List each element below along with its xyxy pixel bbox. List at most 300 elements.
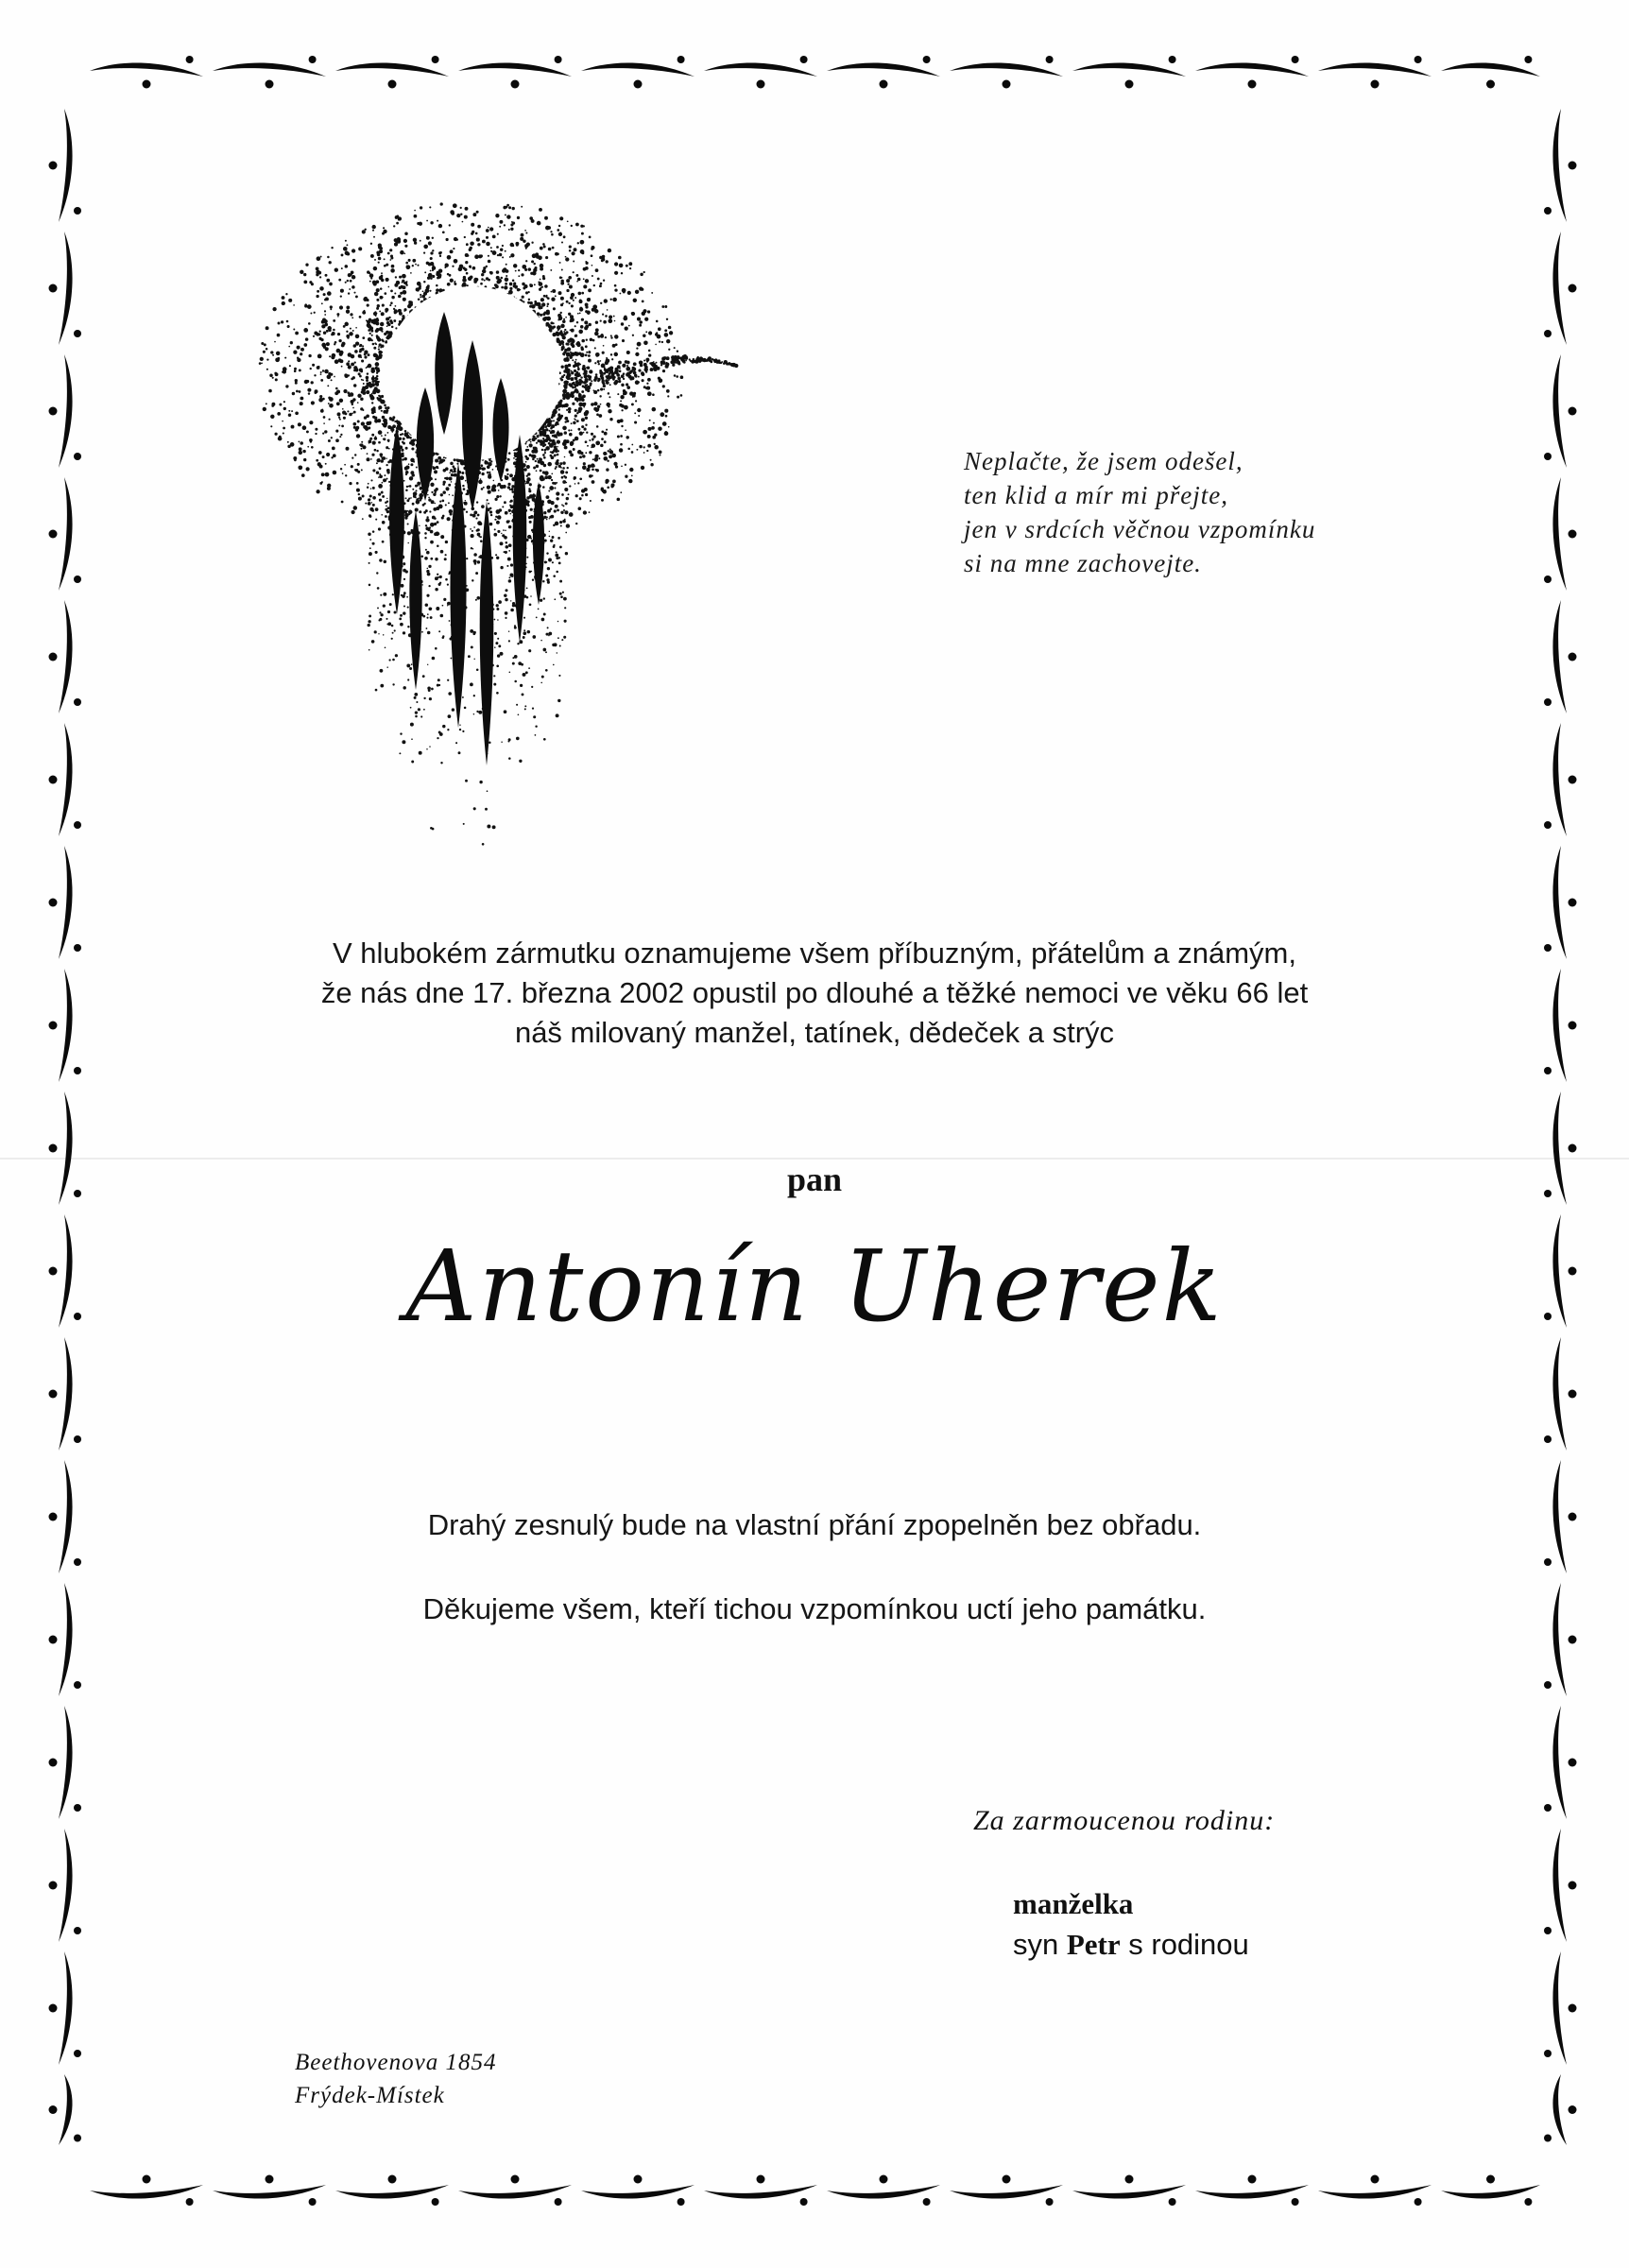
stipple-dot [635,290,639,294]
stipple-dot [483,487,485,489]
stipple-dot [422,290,424,292]
stipple-dot [296,390,299,393]
stipple-dot [369,584,371,587]
stipple-dot [595,352,600,357]
stipple-dot [626,361,630,365]
stipple-dot [570,315,574,318]
stipple-dot [492,250,497,255]
stipple-dot [496,692,499,695]
stipple-dot [554,445,557,449]
stipple-dot [650,459,652,461]
stipple-dot [660,455,661,456]
stipple-dot [476,596,480,600]
stipple-dot [431,608,433,610]
stipple-dot [592,468,594,471]
stipple-dot [569,249,572,252]
stipple-dot [368,624,370,627]
stipple-dot [526,243,530,247]
stipple-dot [376,318,379,320]
stipple-dot [535,725,537,727]
border-swirl [1441,2185,1540,2199]
stipple-dot [601,499,604,502]
stipple-dot [414,693,418,696]
stipple-dot [647,444,651,448]
stipple-dot [614,320,616,322]
border-dot [677,2198,685,2206]
stipple-dot [356,482,359,485]
stipple-dot [488,255,489,257]
stipple-dot [440,762,442,764]
stipple-dot [360,397,364,401]
stipple-dot [507,483,510,486]
stipple-dot [309,421,313,424]
stipple-dot [399,312,403,316]
border-dot [1569,530,1577,539]
stipple-dot [322,318,326,322]
stipple-dot [603,452,607,455]
stipple-dot [504,710,507,713]
stipple-dot [354,469,356,471]
stipple-dot [402,740,405,744]
stipple-dot [369,333,371,335]
stipple-dot [556,437,557,438]
stipple-dot [378,349,380,351]
stipple-dot [425,603,428,606]
stipple-dot [589,439,591,441]
stipple-dot [408,513,410,515]
stipple-dot [654,434,657,437]
stipple-dot [619,264,624,268]
stipple-dot [371,640,375,644]
stipple-dot [376,450,378,452]
border-swirl [59,477,73,591]
border-dot [1544,1067,1552,1074]
stipple-dot [418,498,420,500]
stipple-dot [549,518,550,519]
stipple-dot [386,335,390,339]
stipple-dot [677,350,678,352]
stipple-dot [523,286,525,289]
stipple-dot [618,256,622,260]
stipple-dot [595,268,599,272]
stipple-dot [401,449,403,452]
stipple-dot [443,598,446,601]
stipple-dot [610,336,612,338]
border-dot [1371,2175,1380,2184]
stipple-dot [551,455,555,459]
stipple-dot [523,468,526,471]
border-swirl [827,2185,940,2199]
stipple-dot [358,372,361,375]
stipple-dot [508,579,512,583]
stipple-dot [440,202,443,205]
stipple-dot [299,369,301,371]
stipple-dot [520,684,523,687]
stipple-dot [437,545,439,548]
stipple-dot [509,283,513,286]
stipple-dot [463,488,466,490]
stipple-dot [352,330,354,332]
stipple-dot [625,464,626,466]
stipple-dot [282,296,285,300]
stipple-dot [420,715,422,717]
stipple-dot [556,423,557,425]
stipple-dot [527,472,530,475]
border-swirl [1552,723,1567,836]
stipple-dot [617,369,619,371]
stipple-dot [646,361,648,363]
stipple-dot [381,514,383,516]
stipple-dot [407,542,409,544]
stipple-dot [365,503,367,505]
stipple-dot [424,271,426,273]
stipple-dot [435,478,437,480]
stipple-dot [473,713,474,714]
stipple-dot [496,664,499,667]
stipple-dot [429,206,431,208]
stipple-dot [394,629,396,631]
stipple-dot [384,421,387,425]
border-swirl [1552,354,1567,468]
stipple-dot [383,634,384,635]
stipple-dot [426,236,428,238]
stipple-dot [603,456,608,461]
stipple-dot [398,427,402,431]
border-dot [309,2198,317,2206]
stipple-dot [390,254,393,257]
stipple-dot [424,557,428,560]
stipple-dot [465,493,467,495]
stipple-dot [513,457,515,459]
stipple-dot [480,254,483,257]
stipple-dot [438,463,440,465]
stipple-dot [393,319,396,322]
stipple-dot [590,500,592,502]
stipple-dot [622,339,625,342]
stipple-dot [510,563,513,566]
stipple-dot [294,368,297,370]
stipple-dot [513,283,516,285]
stipple-dot [598,457,600,459]
stipple-dot [577,397,582,402]
stipple-dot [382,482,384,484]
stipple-dot [352,259,356,263]
stipple-dot [385,406,387,409]
stipple-dot [378,257,382,261]
stipple-dot [643,446,645,448]
border-dot [74,1558,81,1566]
stipple-dot [471,645,473,648]
stipple-dot [427,568,429,570]
stipple-dot [560,404,563,407]
border-dot [1125,2175,1134,2184]
stipple-dot [498,490,500,491]
stipple-dot [376,299,379,301]
stipple-dot [501,277,504,280]
stipple-dot [389,603,392,606]
stipple-dot [574,297,576,299]
stipple-dot [433,493,436,496]
stipple-dot [384,474,386,476]
stipple-dot [288,346,290,348]
stipple-dot [420,206,422,209]
stipple-dot [553,524,556,526]
stipple-dot [562,426,567,431]
stipple-dot [497,510,499,512]
stipple-dot [390,268,395,273]
announcement-text [189,934,1440,1053]
stipple-dot [411,529,414,532]
border-swirl [59,723,73,836]
stipple-dot [466,243,469,246]
stipple-dot [449,224,451,226]
stipple-dot [403,569,406,573]
stipple-dot [605,315,608,318]
stipple-dot [583,462,586,465]
stipple-dot [564,417,568,421]
stipple-dot [654,443,656,445]
stipple-dot [557,699,560,702]
stipple-dot [578,330,583,335]
stipple-dot [557,325,561,330]
stipple-dot [571,329,574,333]
stipple-dot [591,403,594,406]
border-dot [1569,1144,1577,1153]
stipple-dot [371,329,373,331]
stipple-dot [476,669,479,672]
stipple-dot [317,366,320,369]
stipple-dot [427,631,431,635]
stipple-dot [569,450,573,454]
stipple-dot [425,627,427,629]
stipple-dot [414,215,418,218]
stipple-dot [589,387,591,389]
stipple-dot [602,314,604,316]
stipple-dot [459,724,460,725]
stipple-dot [466,558,468,559]
stipple-dot [432,265,434,266]
stipple-dot [386,478,387,480]
stipple-dot [540,314,542,317]
stipple-dot [441,500,444,503]
stipple-dot [405,471,409,474]
stipple-dot [600,387,603,390]
border-swirl [59,2074,73,2145]
stipple-dot [377,253,381,257]
stipple-dot [558,557,560,558]
stipple-dot [297,358,300,362]
stipple-dot [305,337,309,341]
border-dot [74,1927,81,1934]
stipple-dot [403,282,405,284]
stipple-dot [509,501,511,503]
border-dot [266,2175,274,2184]
stipple-dot [382,416,386,420]
stipple-dot [671,355,675,359]
stipple-dot [563,331,565,333]
stipple-dot [489,472,490,473]
stipple-dot [430,483,434,487]
stipple-dot [409,667,412,670]
stipple-dot [442,605,444,607]
stipple-dot [543,449,546,452]
stipple-dot [384,258,386,260]
stipple-dot [653,367,656,369]
stipple-dot [386,446,388,449]
border-dot [74,1067,81,1074]
stipple-dot [638,376,640,378]
stipple-dot [595,373,598,376]
stipple-dot [547,302,550,305]
stipple-dot [451,212,454,215]
stipple-dot [518,713,520,715]
stipple-dot [589,236,592,239]
stipple-dot [330,373,333,376]
stipple-dot [677,362,680,365]
stipple-dot [428,565,431,568]
stipple-dot [609,450,613,454]
stipple-dot [509,505,511,507]
stipple-dot [508,290,513,295]
stipple-dot [508,576,510,578]
stipple-dot [356,489,360,492]
stipple-dot [643,334,645,336]
stipple-dot [538,461,540,463]
stipple-dot [661,341,663,343]
stipple-dot [529,443,533,447]
stipple-dot [447,584,449,586]
stipple-dot [434,517,437,520]
stipple-dot [299,441,300,443]
stipple-dot [582,466,587,471]
stipple-dot [486,277,489,280]
stipple-dot [374,377,377,380]
stipple-dot [460,207,462,209]
stipple-dot [529,454,532,456]
stipple-dot [307,304,312,309]
stipple-dot [576,321,578,323]
stipple-dot [367,320,369,322]
stipple-dot [376,389,381,394]
stipple-dot [559,377,561,379]
stipple-dot [545,425,548,428]
stipple-dot [465,261,468,264]
stipple-dot [529,216,533,220]
stipple-dot [542,648,546,652]
stipple-dot [606,403,609,406]
stipple-dot [596,425,599,428]
stipple-dot [601,431,604,434]
stipple-dot [531,450,535,454]
stipple-dot [574,377,575,379]
stipple-dot [394,284,398,287]
stipple-dot [379,474,383,478]
stipple-dot [369,281,371,283]
stipple-dot [546,561,548,563]
stipple-dot [522,283,524,285]
stipple-dot [566,352,571,357]
stipple-dot [355,327,357,329]
stipple-dot [631,312,635,316]
stipple-dot [402,594,405,598]
stipple-dot [489,271,491,273]
stipple-dot [579,497,582,500]
stipple-dot [625,475,627,478]
stipple-dot [471,232,473,235]
stipple-dot [282,421,283,422]
border-dot [1415,2198,1422,2206]
stipple-dot [357,394,361,398]
stipple-dot [523,673,526,677]
stipple-dot [337,316,339,318]
stipple-dot [380,684,384,688]
stipple-dot [351,465,353,468]
stipple-dot [629,468,633,472]
stipple-dot [495,214,499,217]
stipple-dot [346,310,350,314]
stipple-dot [368,620,370,623]
stipple-dot [378,619,380,621]
stipple-dot [372,406,375,409]
stipple-dot [497,515,502,520]
stipple-dot [436,488,438,490]
stipple-dot [506,215,510,218]
stipple-dot [320,409,324,413]
stipple-dot [524,708,526,710]
stipple-dot [574,483,576,485]
stipple-dot [530,508,533,511]
address-street: Beethovenova 1854 [295,2050,497,2075]
stipple-dot [480,536,482,538]
border-dot [1569,653,1577,662]
stipple-dot [476,238,480,242]
border-dot [143,80,151,89]
stipple-dot [643,341,648,346]
stipple-dot [377,607,379,609]
stipple-dot [355,428,359,432]
stipple-dot [401,584,404,588]
stipple-dot [407,304,411,308]
stipple-dot [524,268,527,271]
stipple-dot [496,495,499,498]
stipple-dot [480,464,483,467]
stipple-dot [463,823,465,825]
stipple-dot [288,299,292,302]
stipple-dot [372,441,376,445]
stipple-dot [611,358,613,360]
border-dot [757,80,765,89]
stipple-dot [372,487,375,490]
stipple-dot [403,480,405,482]
stipple-dot [648,350,651,352]
stipple-dot [640,364,643,368]
stipple-dot [453,248,454,249]
stipple-dot [405,489,408,491]
stipple-dot [352,398,355,401]
stipple-dot [393,225,395,227]
stipple-dot [471,223,474,227]
stipple-dot [592,443,595,447]
stipple-dot [415,485,418,488]
stipple-dot [578,383,581,386]
stipple-dot [438,251,441,254]
border-dot [309,56,317,63]
stipple-dot [514,655,518,659]
stipple-dot [318,451,322,455]
stipple-dot [570,385,572,387]
border-dot [1544,207,1552,215]
stipple-dot [570,453,574,456]
